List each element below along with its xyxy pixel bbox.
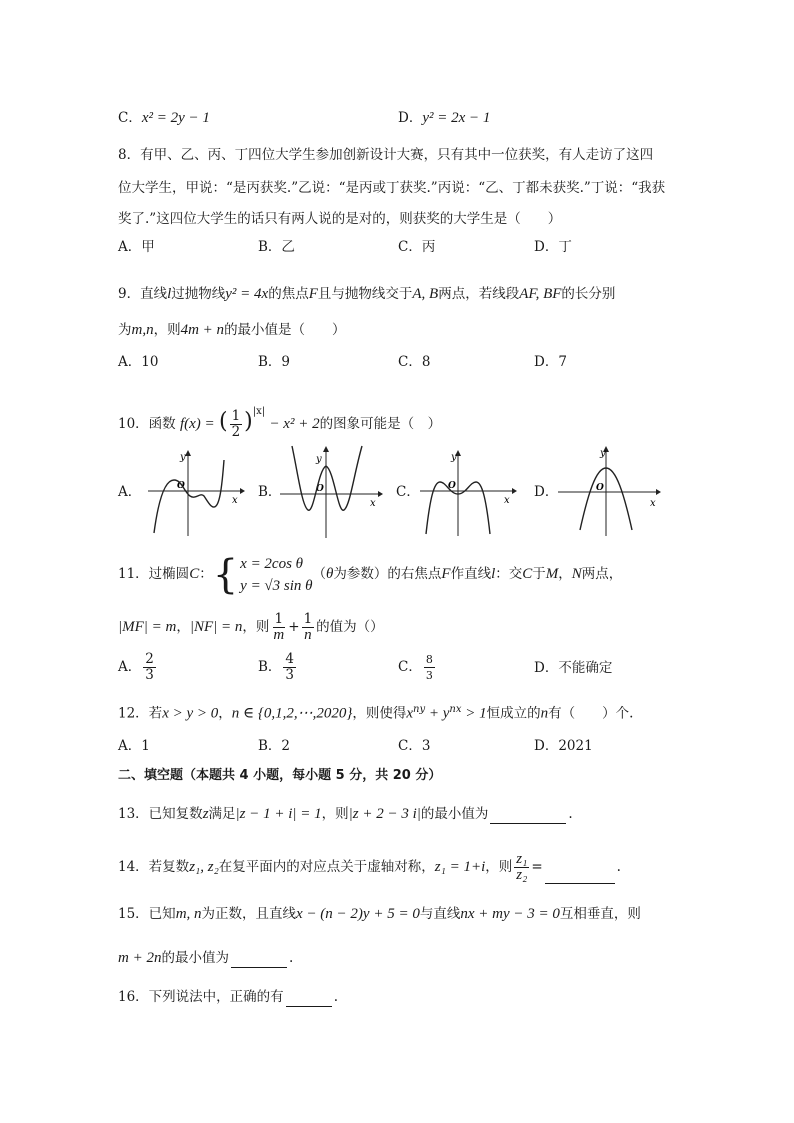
q10-half-fraction: $\frac{1}{2}$ xyxy=(231,408,241,440)
q10-graph-a xyxy=(146,448,246,538)
q10-stem: 10．函数 f(x) = ( $\frac{1}{2}$ )$^{|x|}$ − x² + 2的图象可能是（ ） xyxy=(118,406,442,440)
q9-line-2: 为m,n，则4m + n的最小值是（ ） xyxy=(118,322,346,338)
q9-line-1: 9．直线l过抛物线y² = 4x的焦点F且与抛物线交于A, B两点，若线段AF, BF的长分别 xyxy=(118,286,616,302)
q11-option-a: A． $\frac{2}{3}$ xyxy=(118,651,154,683)
q11-line-2: |MF| = m，|NF| = n，则 $\frac{1}{m}$ + $\frac{1}{n}$ 的值为（） xyxy=(118,611,384,643)
q14-stem: 14．若复数z₁, z₂在复平面内的对应点关于虚轴对称，z₁ = 1+i，则 $\frac{\text{z₁}}{\text{z₂}}$ = . xyxy=(118,851,621,883)
graph-b-x-label: x xyxy=(370,498,376,509)
q7-option-c: C．x² = 2y − 1 xyxy=(118,110,210,126)
q8-line-2: 位大学生，甲说：“是丙获奖.”乙说：“是丙或丁获奖.”丙说：“乙、丁都未获奖.”丁说：“我获 xyxy=(118,180,666,196)
graph-b-origin: O xyxy=(316,484,324,494)
q9-option-d: D．7 xyxy=(534,354,567,370)
q10-graph-d xyxy=(556,444,666,538)
q9-option-b: B．9 xyxy=(258,354,291,370)
q8-line-3: 奖了.”这四位大学生的话只有两人说的是对的，则获奖的大学生是（ ） xyxy=(118,211,562,227)
q10-graph-b xyxy=(278,444,386,540)
q11-parametric-system: { x = 2cos θ y = √3 sin θ xyxy=(212,551,313,598)
q12-option-c: C．3 xyxy=(398,738,431,754)
q16-stem: 16．下列说法中，正确的有 . xyxy=(118,989,338,1005)
q7-option-d: D．y² = 2x − 1 xyxy=(398,110,491,126)
q8-option-a: A．甲 xyxy=(118,239,155,255)
q15-line-2: m + 2n的最小值为 . xyxy=(118,950,294,966)
graph-d-y-label: y xyxy=(600,448,606,459)
section-fill-in-blank-title: 二、填空题（本题共 4 小题，每小题 5 分，共 20 分） xyxy=(118,768,442,783)
graph-c-y-label: y xyxy=(451,452,457,463)
q11-option-b: B． $\frac{4}{3}$ xyxy=(258,651,295,683)
q11-line-1: 11．过椭圆C： { x = 2cos θ y = √3 sin θ （θ为参数）的右焦点F作直线l：交C于M，N两点， xyxy=(118,551,623,598)
graph-a-origin: O xyxy=(177,481,185,491)
q10-graph-c xyxy=(418,448,518,538)
q14-answer-blank[interactable] xyxy=(545,867,615,884)
q12-stem: 12．若x > y > 0，n ∈ {0,1,2,⋯,2020}，则使得$x^{ny} + y^{nx} > 1$恒成立的n有（ ）个. xyxy=(118,704,634,722)
graph-d-x-label: x xyxy=(650,498,656,509)
q10-label-c: C． xyxy=(396,484,420,500)
q12-option-a: A．1 xyxy=(118,738,150,754)
q10-label-a: A． xyxy=(118,484,142,500)
q10-label-d: D． xyxy=(534,484,559,500)
q11-option-c: C． $\frac{8}{3}$ xyxy=(398,653,433,682)
graph-c-origin: O xyxy=(448,481,456,491)
graph-c-x-label: x xyxy=(504,495,510,506)
q16-answer-blank[interactable] xyxy=(286,990,332,1007)
q8-option-c: C．丙 xyxy=(398,239,436,255)
q13-answer-blank[interactable] xyxy=(490,807,566,824)
graph-a-y-label: y xyxy=(180,452,186,463)
q10-label-b: B． xyxy=(258,484,282,500)
q9-option-a: A．10 xyxy=(118,354,159,370)
q12-option-b: B．2 xyxy=(258,738,291,754)
q15-line-1: 15．已知m, n为正数，且直线x − (n − 2)y + 5 = 0与直线nx + my − 3 = 0互相垂直，则 xyxy=(118,906,641,922)
q8-option-d: D．丁 xyxy=(534,239,572,255)
q11-option-d: D．不能确定 xyxy=(534,660,613,676)
graph-d-origin: O xyxy=(596,483,604,493)
q13-stem: 13．已知复数z满足|z − 1 + i| = 1，则|z + 2 − 3 i|的最小值为 . xyxy=(118,806,573,822)
q8-line-1: 8．有甲、乙、丙、丁四位大学生参加创新设计大赛，只有其中一位获奖，有人走访了这四 xyxy=(118,147,654,163)
q9-option-c: C．8 xyxy=(398,354,431,370)
q8-option-b: B．乙 xyxy=(258,239,295,255)
graph-a-x-label: x xyxy=(232,495,238,506)
q15-answer-blank[interactable] xyxy=(231,951,287,968)
graph-b-y-label: y xyxy=(316,454,322,465)
q12-option-d: D．2021 xyxy=(534,738,593,754)
